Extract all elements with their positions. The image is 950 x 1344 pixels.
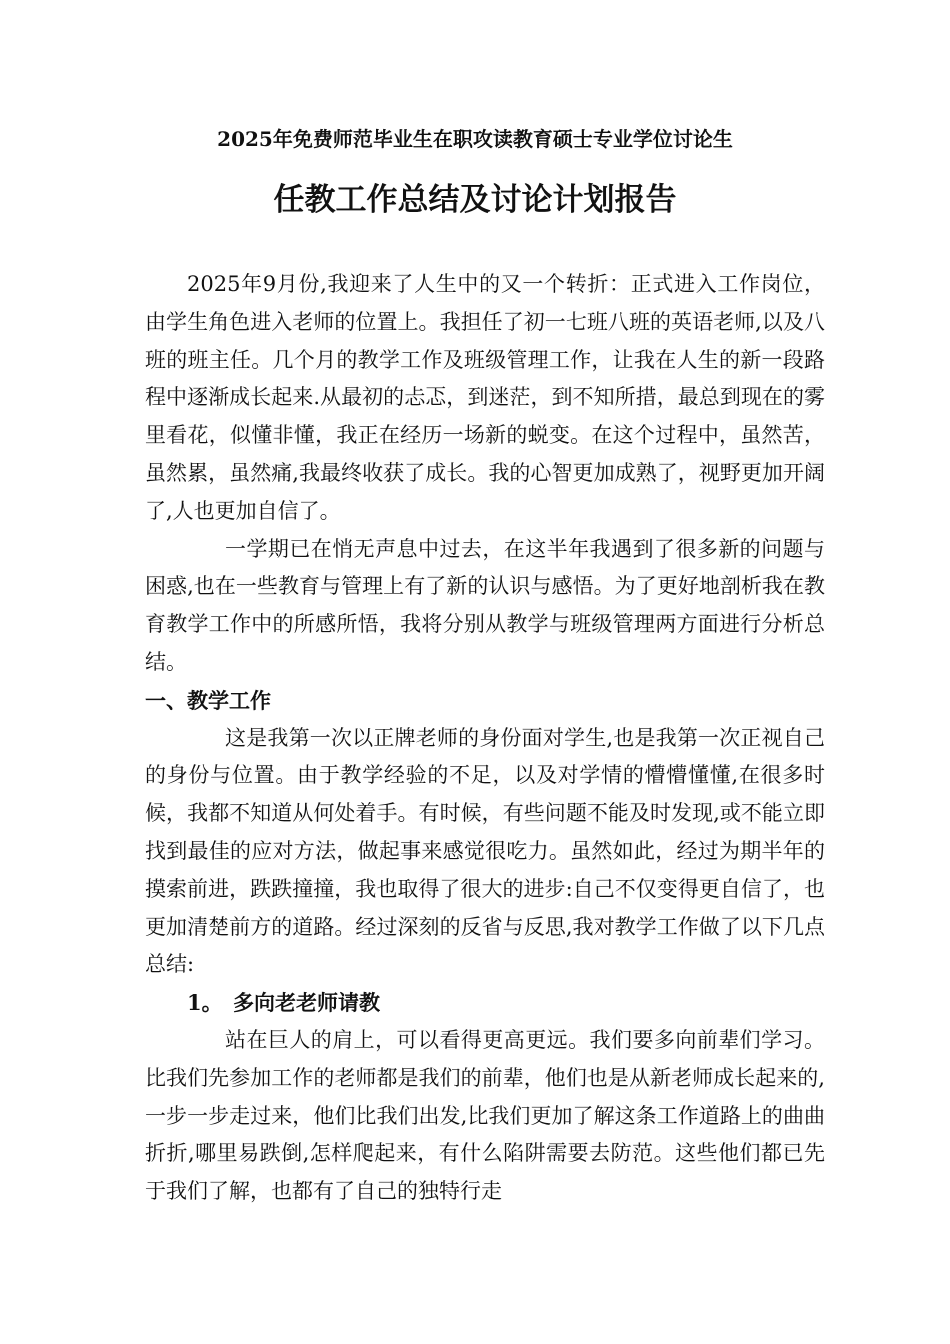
paragraph-teaching: 这是我第一次以正牌老师的身份面对学生,也是我第一次正视自己的身份与位置。由于教学经验的不足，以及对学情的懵懵懂懂,在很多时候，我都不知道从何处着手。有时候，有些问题不能及时发现,或不能立即找到最佳的应对方法，做起事来感觉很吃力。虽然如此，经过为期半年的摸索前进，跌跌撞撞，我也取得了很大的进步:自己不仅变得更自信了，也更加清楚前方的道路。经过深刻的反省与反思,我对教学工作做了以下几点总结: xyxy=(145,725,825,977)
paragraph-semester: 一学期已在悄无声息中过去，在这半年我遇到了很多新的问题与困惑,也在一些教育与管理上有了新的认识与感悟。为了更好地剖析我在教育教学工作中的所感所悟，我将分别从教学与班级管理两方面进行分析总结。 xyxy=(145,536,825,674)
paragraph-intro: 2025年9月份,我迎来了人生中的又一个转折：正式进入工作岗位，由学生角色进入老师的位置上。我担任了初一七班八班的英语老师,以及八班的班主任。几个月的教学工作及班级管理工作，让我在人生的新一段路程中逐渐成长起来.从最初的忐忑，到迷茫，到不知所措，最总到现在的雾里看花，似懂非懂，我正在经历一场新的蜕变。在这个过程中，虽然苦，虽然累，虽然痛,我最终收获了成长。我的心智更加成熟了，视野更加开阔了,人也更加自信了。 xyxy=(145,272,825,523)
subsection-title: 多向老老师请教 xyxy=(233,990,380,1016)
subsection-number: 1。 xyxy=(187,990,223,1016)
paragraph-learn-from-seniors: 站在巨人的肩上，可以看得更高更远。我们要多向前辈们学习。比我们先参加工作的老师都是我们的前辈，他们也是从新老师成长起来的,一步一步走过来，他们比我们出发,比我们更加了解这条工作道路上的曲曲折折,哪里易跌倒,怎样爬起来，有什么陷阱需要去防范。这些他们都已先于我们了解，也都有了自己的独特行走 xyxy=(145,1027,825,1204)
document-subtitle: 2025年免费师范毕业生在职攻读教育硕士专业学位讨论生 xyxy=(217,127,733,151)
document-body xyxy=(145,266,825,1211)
section-heading-teaching: 一、教学工作 xyxy=(145,687,271,713)
document-title: 任教工作总结及讨论计划报告 xyxy=(273,182,677,218)
subsection-heading-1 xyxy=(145,984,825,1022)
